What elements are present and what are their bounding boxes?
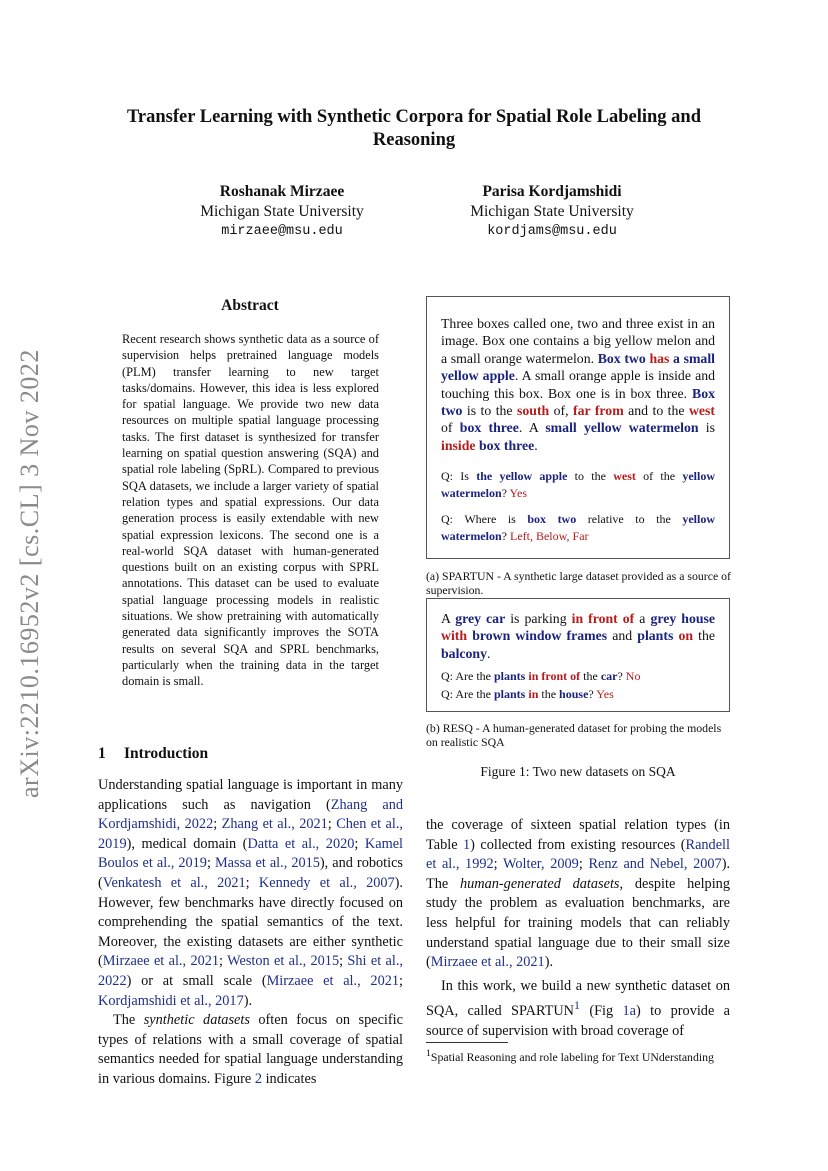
entity-highlight: house [559, 687, 589, 702]
citation-link[interactable]: Randell et al., 1992 [426, 836, 730, 873]
text-run: and [607, 628, 638, 644]
entity-highlight: yellow watermelon [441, 469, 715, 501]
entity-highlight: box three [478, 437, 535, 453]
citation-link[interactable]: Datta et al., 2020 [247, 835, 355, 852]
intro-left-column [98, 776, 403, 1090]
text-run: is to the [462, 403, 517, 419]
text-run: . A [518, 420, 546, 436]
author-name: Roshanak Mirzaee [219, 183, 345, 200]
relation-highlight: with [441, 628, 468, 644]
entity-highlight: grey car [455, 611, 506, 626]
relation-highlight: west [688, 403, 716, 419]
text-run: relative to the [576, 512, 683, 527]
citation-link[interactable]: Wolter, 2009 [503, 856, 579, 873]
citation-link[interactable]: Kamel Boulos et al., 2019 [98, 835, 404, 872]
text-run: ; [578, 856, 589, 873]
entity-highlight: Box two [597, 350, 646, 366]
text-run: Understanding spatial language is important in many applications such as navigation ( [98, 777, 403, 813]
citation-link[interactable]: Kordjamshidi et al., 2017 [98, 992, 244, 1009]
entity-highlight: the yellow apple [476, 469, 568, 484]
right-paragraph-1 [426, 816, 730, 973]
author-block-1 [152, 182, 412, 242]
intro-right-column [426, 816, 730, 1041]
text-run: ; [219, 953, 228, 970]
text-run: . A small orange apple is inside and touching this box. Box one is in box three. [441, 368, 715, 401]
text-run: is [698, 420, 716, 436]
text-run: ; [213, 816, 222, 833]
resq-story [427, 610, 729, 662]
citation-link[interactable]: Mirzaee et al., 2021 [430, 954, 545, 971]
footnote-number: 1 [426, 1048, 431, 1059]
citation-link[interactable]: Mirzaee et al., 2021 [102, 953, 220, 970]
text-run: and to the [623, 403, 689, 419]
abstract-heading: Abstract [221, 297, 279, 314]
figure-ref-link[interactable]: 2 [254, 1070, 263, 1087]
relation-highlight: in front of [571, 611, 635, 626]
text-run: ; [245, 874, 259, 891]
entity-highlight: plants [494, 669, 526, 684]
text-run: ) collected from existing resources ( [470, 836, 686, 853]
text-run: ; [327, 816, 337, 833]
text-run: the [693, 628, 716, 644]
answer-text: Yes [596, 687, 614, 702]
citation-link[interactable]: Renz and Nebel, 2007 [588, 856, 722, 873]
text-run: ) to provide a source of supervision with broad coverage of [426, 1003, 731, 1039]
text-run: ; [206, 855, 215, 872]
dataset-name: SPARTUN [511, 1003, 575, 1020]
text-run: . [534, 437, 538, 453]
spartun-story [427, 315, 729, 454]
relation-highlight: south [517, 403, 550, 419]
text-run: , despite helping study the problem as evaluation benchmarks, are less helpful for training models that can reliably understand spatial language due to their small size ( [426, 875, 730, 971]
text-run: Q: Is [441, 469, 477, 484]
text-run: ). However, few benchmarks have directly focused on comprehending the spatial semantics of the text. Moreover, the existing datasets are either synthetic ( [98, 874, 404, 970]
text-run: ) or at small scale ( [126, 972, 267, 989]
text-run: the [580, 669, 601, 684]
text-run: ; [354, 835, 365, 852]
text-run: Q: Are the [441, 669, 494, 684]
citation-link[interactable]: Mirzaee et al., 2021 [266, 972, 400, 989]
entity-highlight: brown window frames [472, 628, 608, 644]
section-heading [98, 745, 398, 763]
entity-highlight: car [600, 669, 618, 684]
resq-question-2 [427, 686, 729, 703]
text-run: The [113, 1012, 144, 1029]
figure-1a-caption: (a) SPARTUN - A synthetic large dataset provided as a source of supervision. [426, 569, 731, 597]
author-affiliation: Michigan State University [200, 203, 364, 220]
entity-highlight: box two [527, 512, 577, 527]
right-paragraph-2 [426, 977, 730, 1042]
relation-highlight: has [649, 350, 670, 366]
text-run: a [634, 611, 651, 626]
intro-paragraph-2 [98, 1011, 403, 1089]
text-run: Q: Are the [441, 687, 494, 702]
footnote-marker[interactable]: 1 [574, 998, 580, 1013]
entity-highlight: a small yellow apple [441, 350, 715, 384]
citation-link[interactable]: Weston et al., 2015 [227, 953, 340, 970]
paper-title: Transfer Learning with Synthetic Corpora for Spatial Role Labeling and Reasoning [126, 107, 702, 150]
emphasis: synthetic datasets [143, 1012, 250, 1029]
relation-highlight: in front of [528, 669, 581, 684]
entity-highlight: Box two [441, 385, 715, 419]
entity-highlight: plants [494, 687, 526, 702]
relation-highlight: far from [573, 403, 624, 419]
text-run: A [441, 611, 456, 626]
answer-text: Left, Below, Far [509, 529, 589, 544]
entity-highlight: balcony [441, 645, 487, 661]
arxiv-stamp: arXiv:2210.16952v2 [cs.CL] 3 Nov 2022 [15, 349, 44, 798]
answer-text: Yes [509, 486, 528, 501]
answer-text: No [625, 669, 641, 684]
citation-link[interactable]: Zhang et al., 2021 [221, 816, 328, 833]
text-run: ; [339, 953, 348, 970]
entity-highlight: plants [637, 628, 674, 644]
entity-highlight: grey house [650, 611, 716, 626]
text-run: the [538, 687, 560, 702]
author-affiliation: Michigan State University [470, 203, 634, 220]
emphasis: human-generated datasets [460, 875, 620, 892]
author-email[interactable]: mirzaee@msu.edu [221, 224, 343, 239]
intro-paragraph-1 [98, 776, 403, 1011]
entity-highlight: small yellow watermelon [545, 420, 699, 436]
text-run: ). [544, 954, 554, 971]
footnote-rule [426, 1042, 508, 1043]
citation-link[interactable]: Shi et al., 2022 [98, 953, 403, 989]
text-run: indicates [262, 1070, 317, 1087]
abstract-text: Recent research shows synthetic data as a source of supervision helps pretrained language models (PLM) transfer learning to new target tasks/domains. However, this idea is less explored for spatial language. We provide two new data resources on multiple spatial language processing tasks. The first dataset is synthesized for transfer learning on spatial question answering (SQA) and spatial role labeling (SpRL). Compared to previous SQA datasets, we include a larger variety of spatial relation types and spatial expressions. Our data generation process is easily extendable with new spatial expression lexicons. The second one is a real-world SQA dataset with human-generated questions built on an existing corpus with SPRL annotations. This dataset can be used to evaluate spatial language processing models in realistic situations. We show pretraining with automatically generated data significantly improves the SOTA results on several SQA and SPRL benchmarks, particularly when the training data in the target domain is small. [122, 332, 379, 689]
text-run: (Fig [579, 1003, 623, 1020]
citation-link[interactable]: Venkatesh et al., 2021 [102, 874, 246, 891]
text-run: In this work, we build a new synthetic dataset on SQA, called [426, 977, 730, 1020]
resq-question-1 [427, 668, 729, 685]
text-run: ). The [426, 856, 731, 892]
citation-link[interactable]: Zhang and Kordjamshidi, 2022 [98, 796, 404, 833]
text-run: ). [243, 992, 253, 1009]
author-name: Parisa Kordjamshidi [482, 183, 622, 200]
author-block-2 [422, 182, 682, 242]
citation-link[interactable]: Chen et al., 2019 [98, 816, 404, 852]
text-run: often focus on specific types of relations with a small coverage of spatial semantics needed for spatial language understanding in various domains. Figure [98, 1012, 403, 1087]
entity-highlight: yellow watermelon [441, 512, 715, 544]
relation-highlight: on [678, 628, 694, 644]
entity-highlight: box three [459, 420, 519, 436]
text-run: ? [588, 687, 597, 702]
text-run: to the [567, 469, 614, 484]
figure-1b-box [426, 598, 730, 712]
text-run: is parking [505, 611, 572, 626]
figure-ref-link[interactable]: 1a [622, 1003, 637, 1020]
text-run: of, [549, 403, 574, 419]
figure-1b-caption: (b) RESQ - A human-generated dataset for probing the models on realistic SQA [426, 721, 722, 749]
footnote [426, 1046, 730, 1065]
table-ref-link[interactable]: 1 [463, 836, 471, 853]
text-run: Q: Where is [441, 512, 528, 527]
text-run: of [441, 420, 460, 436]
relation-highlight: inside [441, 437, 476, 453]
citation-link[interactable]: Kennedy et al., 2007 [258, 874, 395, 891]
figure-1a-box [426, 296, 730, 559]
spartun-question-1 [427, 468, 729, 502]
text-run: ), and robotics ( [98, 855, 403, 891]
figure-1-caption: Figure 1: Two new datasets on SQA [480, 764, 676, 779]
spartun-question-2 [427, 511, 729, 545]
section-number: 1 [98, 745, 106, 762]
relation-highlight: west [613, 469, 636, 484]
author-email[interactable]: kordjams@msu.edu [487, 224, 617, 239]
text-run: ; [399, 972, 403, 989]
text-run: ? [501, 529, 510, 544]
text-run: . [487, 645, 491, 661]
text-run: ), medical domain ( [126, 835, 248, 852]
text-run: ? [617, 669, 626, 684]
footnote-text: Spatial Reasoning and role labeling for Text UNderstanding [430, 1049, 714, 1064]
text-run: the coverage of sixteen spatial relation types (in Table [426, 817, 730, 853]
text-run: of the [635, 469, 683, 484]
citation-link[interactable]: Massa et al., 2015 [214, 855, 320, 872]
text-run: ; [493, 856, 504, 873]
relation-highlight: in [528, 687, 539, 702]
text-run: ? [501, 486, 510, 501]
text-run: Three boxes called one, two and three exist in an image. Box one contains a big yellow melon and a small orange watermelon. [441, 316, 715, 366]
section-title: Introduction [124, 745, 209, 762]
